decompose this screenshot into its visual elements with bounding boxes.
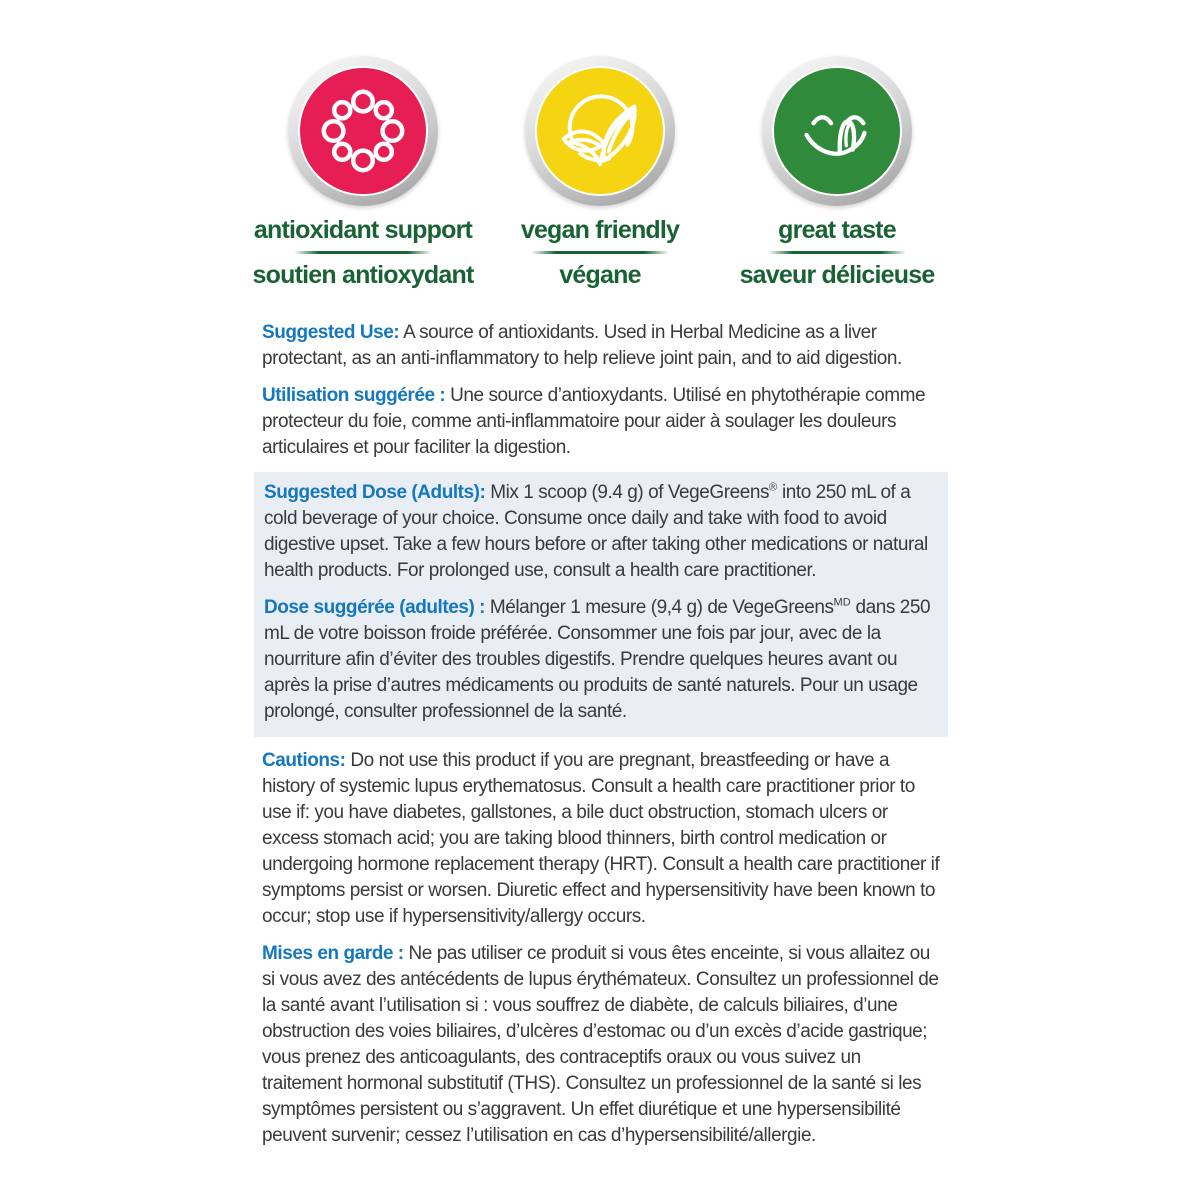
section-suggested-use xyxy=(262,320,940,372)
badge-label-en: vegan friendly xyxy=(520,216,680,244)
dose-highlight-box xyxy=(254,472,948,737)
section-heading: Suggested Dose (Adults): xyxy=(264,482,486,503)
vegan-badge-circle xyxy=(535,66,665,196)
section-body: Mélanger 1 mesure (9,4 g) de VegeGreens$^{MD}$ dans 250 mL de votre boisson froide préférée. Consommer une fois par jour, avec de la nourriture afin d’éviter des troubles digestifs. Prendre quelques heures avant ou après la prise d’autres médicaments ou produits de santé naturels. Pour un usage prolongé, consulter professionnel de la santé. xyxy=(264,596,931,722)
section-cautions xyxy=(262,748,940,930)
section-body: Mix 1 scoop (9.4 g) of VegeGreens® into 250 mL of a cold beverage of your choice. Consume once daily and take with food to avoid digestive upset. Take a few hours before or after taking other medications or natural health products. For prolonged use, consult a health care practitioner. xyxy=(264,481,928,581)
section-heading: Utilisation suggérée : xyxy=(262,385,446,406)
label-divider xyxy=(768,251,906,254)
badge-label-fr: soutien antioxydant xyxy=(252,261,474,289)
badge-label-fr: saveur délicieuse xyxy=(739,261,935,289)
badge-label-en: antioxidant support xyxy=(253,216,473,244)
feature-badges-row xyxy=(252,56,948,288)
label-divider xyxy=(294,251,432,254)
silver-ring xyxy=(762,56,912,206)
silver-ring xyxy=(288,56,438,206)
label-text-content xyxy=(262,320,940,1160)
vegan-leaves-icon xyxy=(551,82,649,180)
section-body: A source of antioxidants. Used in Herbal Medicine as a liver protectant, as an anti-inflammatory to help relieve joint pain, and to aid digestion. xyxy=(262,322,902,369)
section-heading: Mises en garde : xyxy=(262,943,404,964)
badge-antioxidant-support xyxy=(252,56,474,288)
section-suggested-dose xyxy=(264,480,934,584)
badge-great-taste xyxy=(726,56,948,288)
section-body: Do not use this product if you are pregnant, breastfeeding or have a history of systemic lupus erythematosus. Consult a health care practitioner prior to use if: you have diabetes, gallstones, a bile duct obstruction, stomach ulcers or excess stomach acid; you are taking blood thinners, birth control medication or undergoing hormone replacement therapy (HRT). Consult a health care practitioner if symptoms persist or worsen. Diuretic effect and hypersensitivity have been known to occur; stop use if hypersensitivity/allergy occurs. xyxy=(262,750,940,927)
molecule-ring-icon xyxy=(314,82,412,180)
section-heading: Dose suggérée (adultes) : xyxy=(264,597,486,618)
section-heading: Suggested Use: xyxy=(262,322,400,343)
section-dose-suggeree xyxy=(264,595,934,725)
badge-vegan-friendly xyxy=(489,56,711,288)
badge-label-fr: végane xyxy=(559,261,641,289)
section-utilisation-suggeree xyxy=(262,383,940,461)
badge-label-en: great taste xyxy=(778,216,896,244)
smiley-licking-lips-icon xyxy=(788,82,886,180)
section-body: Une source d’antioxydants. Utilisé en phytothérapie comme protecteur du foie, comme anti-inflammatoire pour aider à soulager les douleurs articulaires et pour faciliter la digestion. xyxy=(262,385,926,458)
taste-badge-circle xyxy=(772,66,902,196)
section-heading: Cautions: xyxy=(262,750,346,771)
antioxidant-badge-circle xyxy=(298,66,428,196)
label-divider xyxy=(531,251,669,254)
section-mises-en-garde xyxy=(262,941,940,1149)
section-body: Ne pas utiliser ce produit si vous êtes enceinte, si vous allaitez ou si vous avez des antécédents de lupus érythémateux. Consultez un professionnel de la santé avant l’utilisation si : vous souffrez de diabète, de calculs biliaires, d’une obstruction des voies biliaires, d’ulcères d’estomac ou d’un excès d’acide gastrique; vous prenez des anticoagulants, des contraceptifs oraux ou vous suivez un traitement hormonal substitutif (THS). Consultez un professionnel de la santé si les symptômes persistent ou s’aggravent. Un effet diurétique et une hypersensibilité peuvent survenir; cessez l’utilisation en cas d’hypersensibilité/allergie. xyxy=(262,943,939,1146)
silver-ring xyxy=(525,56,675,206)
